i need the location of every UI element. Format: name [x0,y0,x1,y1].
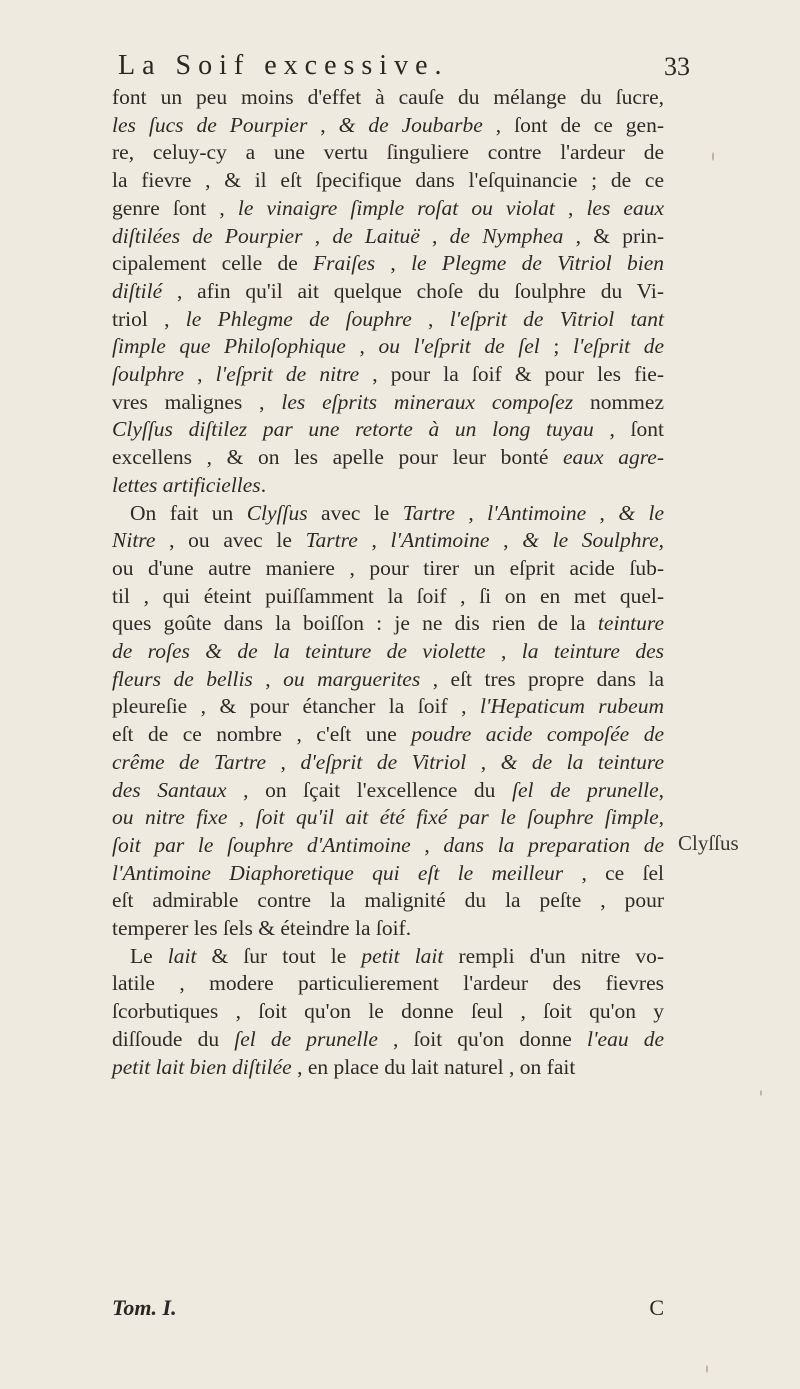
text-line [112,638,664,664]
italic-text: & [338,112,356,137]
italic-text: ſoit qu'il ait été fixé par le ſouphre ſimple [255,805,659,830]
text-line [112,693,664,719]
text-line [112,223,664,249]
text-run: pleureſie , & pour étancher la ſoif , [112,694,480,719]
text-run: avec le [307,500,403,525]
text-run: nommez [573,389,664,414]
text-run: , [411,306,450,331]
text-run: ; [539,334,573,359]
text-line [112,1054,664,1080]
text-run: , [419,223,450,248]
text-line [112,361,664,387]
text-line [112,832,664,858]
italic-text: les eaux [586,195,665,220]
text-run: , [307,112,339,137]
italic-text: le Plegme de Vitriol bien [411,251,665,276]
text-run: , [489,528,523,553]
text-line [112,860,664,886]
text-run: cipalement celle de [112,251,314,276]
italic-text: dans la preparation de [443,832,665,857]
text-run: , ſont [593,417,664,442]
text-run: , ou avec le [155,528,306,553]
italic-text: l'Antimoine Diaphoretique qui eſt le meilleur [112,860,564,885]
italic-text: de Joubarbe [368,112,483,137]
text-run: , [266,749,301,774]
italic-text: petit lait [361,943,444,968]
italic-text: ou marguerites [283,666,421,691]
text-run: , [410,832,444,857]
text-line [112,970,664,996]
text-run: , [466,749,501,774]
text-line [112,804,664,830]
text-run: , ſoit qu'on donne [377,1026,587,1051]
text-run: , & prin- [563,223,665,248]
italic-text: les eſprits mineraux compoſez [281,389,574,414]
italic-text: lettes artificielles [112,472,261,497]
text-run: , [658,528,664,553]
text-line [112,416,664,442]
text-run: , [184,362,216,386]
italic-text: des Santaux [112,777,227,802]
text-line [112,472,664,498]
text-run: Le [130,943,168,968]
text-run: , pour la ſoif & pour les fie- [359,362,664,386]
italic-text: l'Hepaticum rubeum [479,694,664,719]
text-run: , [302,223,333,248]
italic-text: Tartre [305,528,358,553]
italic-text: de Laituë [332,223,420,248]
italic-text: de roſes & de la teinture de violette [112,639,486,663]
text-line [112,84,664,110]
paper-speck [706,1365,708,1373]
text-line [112,721,664,747]
paper-speck [760,1090,762,1096]
text-line [112,195,664,221]
text-line [112,555,664,581]
text-run: , ce ſel [563,860,664,885]
text-line [130,943,664,969]
italic-text: Tartre [402,500,455,525]
italic-text: petit lait bien diſtilée [112,1054,292,1079]
italic-text: ou nitre fixe [112,805,228,830]
italic-text: crême de Tartre [112,749,267,774]
text-run: , en place du lait naturel , on fait [291,1054,576,1079]
text-line [112,583,664,609]
italic-text: ſimple que Philoſophique [112,334,346,359]
text-line [112,527,664,553]
text-run: ſcorbutiques , ſoit qu'on le donne ſeul , ſoit qu'on y [112,999,664,1024]
text-line [130,500,664,526]
text-line [112,915,664,941]
text-run: ou d'une autre maniere , pour tirer un eſprit acide ſub- [112,555,664,580]
italic-text: ſel de prunelle [234,1026,378,1051]
paper-speck [712,152,714,161]
text-run: , [227,805,256,830]
text-run: . [260,472,267,497]
text-run: , afin qu'il ait quelque choſe du ſoulphre du Vi- [162,278,664,303]
text-line [112,278,664,304]
text-run: font un peu moins d'effet à cauſe du mélange du ſucre, [112,85,664,109]
text-run: , [375,251,412,276]
signature-mark: C [649,1295,664,1320]
italic-text: Fraiſes [313,251,376,276]
italic-text: teinture [597,611,664,636]
text-run: triol , [112,306,186,331]
italic-text: l'eſprit de Vitriol tant [449,306,664,331]
text-run: vres malignes , [112,389,282,414]
text-run: , [485,639,522,663]
text-run: , [345,334,379,359]
text-line [112,777,664,803]
italic-text: eaux agre- [563,445,664,470]
italic-text: diſtilées de Pourpier [112,223,303,248]
italic-text: l'Antimoine [390,528,490,553]
text-run: , [658,777,665,802]
text-line [112,887,664,913]
text-run [355,113,368,137]
text-run: , [252,666,284,691]
margin-note: Clyſſus [678,831,739,855]
text-run: , on ſçait l'excellence du [226,777,513,802]
italic-text: l'eſprit de nitre [215,362,360,386]
italic-text: ſoit par le ſouphre d'Antimoine [112,832,411,857]
text-run: re, celuy-cy a une vertu ſinguliere contre l'ardeur de [112,140,664,165]
text-line [112,112,664,138]
italic-text: l'eſprit de [572,334,664,359]
italic-text: lait [167,943,197,968]
italic-text: la teinture des [521,639,665,663]
text-run: latile , modere particulierement l'ardeur des fievres [112,971,664,996]
italic-text: Nitre [112,528,156,553]
text-run: eſt de ce nombre , c'eſt une [112,722,412,747]
text-run: , [658,805,664,830]
page-number: 33 [664,52,690,81]
italic-text: de Nymphea [449,223,564,248]
text-run: ques goûte dans la boiſſon : je ne dis rien de la [112,611,598,636]
text-run: , [586,500,619,525]
italic-text: le vinaigre ſimple roſat ou violat [237,195,555,220]
text-run: , [357,528,391,553]
page-footer [112,1295,664,1325]
text-line [112,333,664,359]
volume-label: Tom. I. [112,1295,177,1320]
text-run: temperer les ſels & éteindre la ſoif. [112,916,412,940]
text-run: , ſont de ce gen- [482,112,665,137]
italic-text: fleurs de bellis [112,666,253,691]
text-run: til , qui éteint puiſſamment la ſoif , ſi on en met quel- [112,583,664,608]
text-line [112,306,664,332]
italic-text: diſtilé [112,278,163,303]
text-run: eſt admirable contre la malignité du la peſte , pour [112,888,664,913]
text-run: la fievre , & il eſt ſpecifique dans l'eſquinancie ; de ce [112,168,664,193]
italic-text: le Phlegme de ſouphre [185,306,412,331]
text-line [112,1026,664,1052]
text-run: genre ſont , [112,195,238,220]
italic-text: ſel de prunelle [512,777,659,802]
text-line [112,749,664,775]
italic-text: les ſucs de Pourpier [112,112,308,137]
text-line [112,998,664,1024]
text-line [112,444,664,470]
italic-text: ſoulphre [112,362,185,386]
text-run: rempli d'un nitre vo- [443,943,664,968]
text-run: diſſoude du [112,1026,235,1051]
italic-text: l'eau de [586,1026,665,1051]
text-line [112,389,664,415]
italic-text: d'eſprit de Vitriol [300,749,467,774]
italic-text: & de la teinture [500,749,664,774]
text-run: , [454,500,488,525]
italic-text: & le [618,500,665,525]
italic-text: ou l'eſprit de ſel [378,334,540,359]
italic-text: l'Antimoine [487,500,587,525]
italic-text: Clyſſus diſtilez par une retorte à un long tuyau [112,417,594,442]
running-title: La Soif excessive. [118,50,449,81]
text-run: & ſur tout le [196,943,362,968]
text-line [112,167,664,193]
text-run: , [554,195,587,220]
italic-text: poudre acide compoſée de [411,722,664,747]
italic-text: Clyſſus [246,500,308,525]
text-line [112,666,664,692]
italic-text: & le Soulphre [522,528,659,553]
text-run: On fait un [130,500,247,525]
text-line [112,139,664,165]
text-line [112,250,664,276]
text-line [112,610,664,636]
text-run: excellens , & on les apelle pour leur bonté [112,445,564,470]
text-run: , eſt tres propre dans la [420,666,664,691]
